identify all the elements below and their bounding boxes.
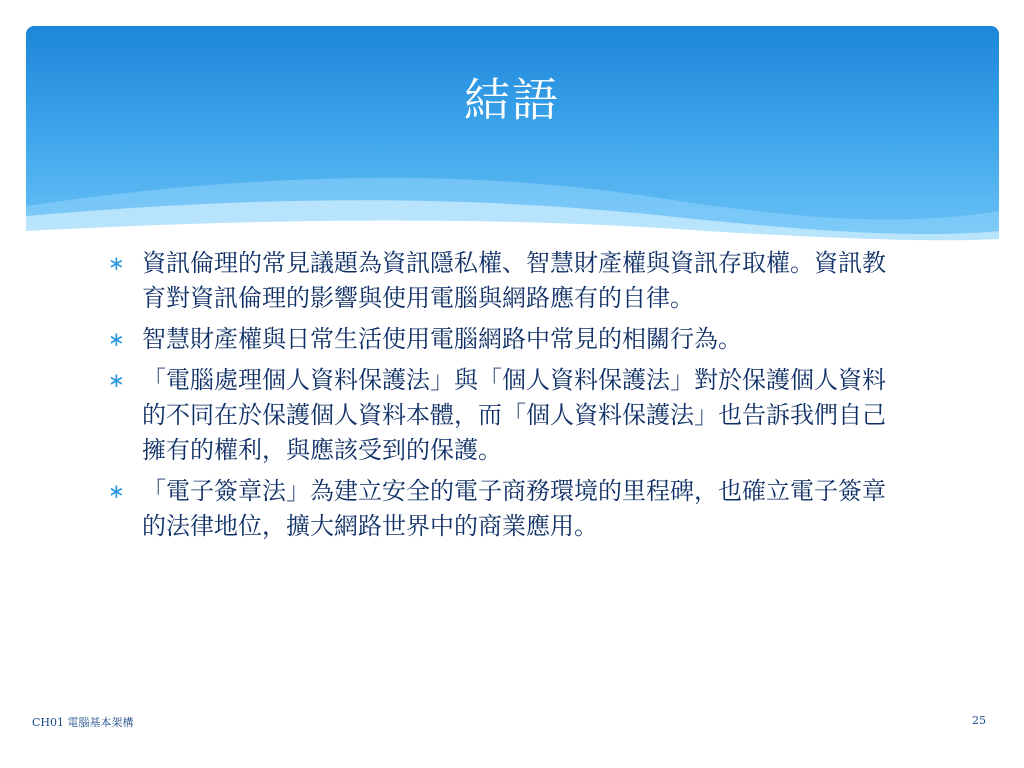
asterisk-bullet-icon: ∗ <box>108 251 125 275</box>
asterisk-bullet-icon: ∗ <box>108 327 125 351</box>
bullet-list <box>108 246 908 550</box>
list-item <box>108 363 908 468</box>
bullet-text: 「電腦處理個人資料保護法」與「個人資料保護法」對於保護個人資料的不同在於保護個人資料本體，而「個人資料保護法」也告訴我們自己擁有的權利，與應該受到的保護。 <box>142 366 886 464</box>
bullet-text: 資訊倫理的常見議題為資訊隱私權、智慧財產權與資訊存取權。資訊教育對資訊倫理的影響與使用電腦與網路應有的自律。 <box>142 249 886 312</box>
asterisk-bullet-icon: ∗ <box>108 479 125 503</box>
list-item <box>108 322 908 357</box>
page-number: 25 <box>972 714 986 727</box>
bullet-text: 智慧財產權與日常生活使用電腦網路中常見的相關行為。 <box>142 325 742 353</box>
list-item <box>108 474 908 544</box>
list-item <box>108 246 908 316</box>
wave-decoration <box>26 26 999 246</box>
asterisk-bullet-icon: ∗ <box>108 368 125 392</box>
title-banner <box>26 26 999 246</box>
slide-title: 結語 <box>464 73 560 127</box>
footer-chapter-label: CH01 電腦基本架構 <box>32 716 134 729</box>
bullet-text: 「電子簽章法」為建立安全的電子商務環境的里程碑，也確立電子簽章的法律地位，擴大網路世界中的商業應用。 <box>142 477 886 540</box>
